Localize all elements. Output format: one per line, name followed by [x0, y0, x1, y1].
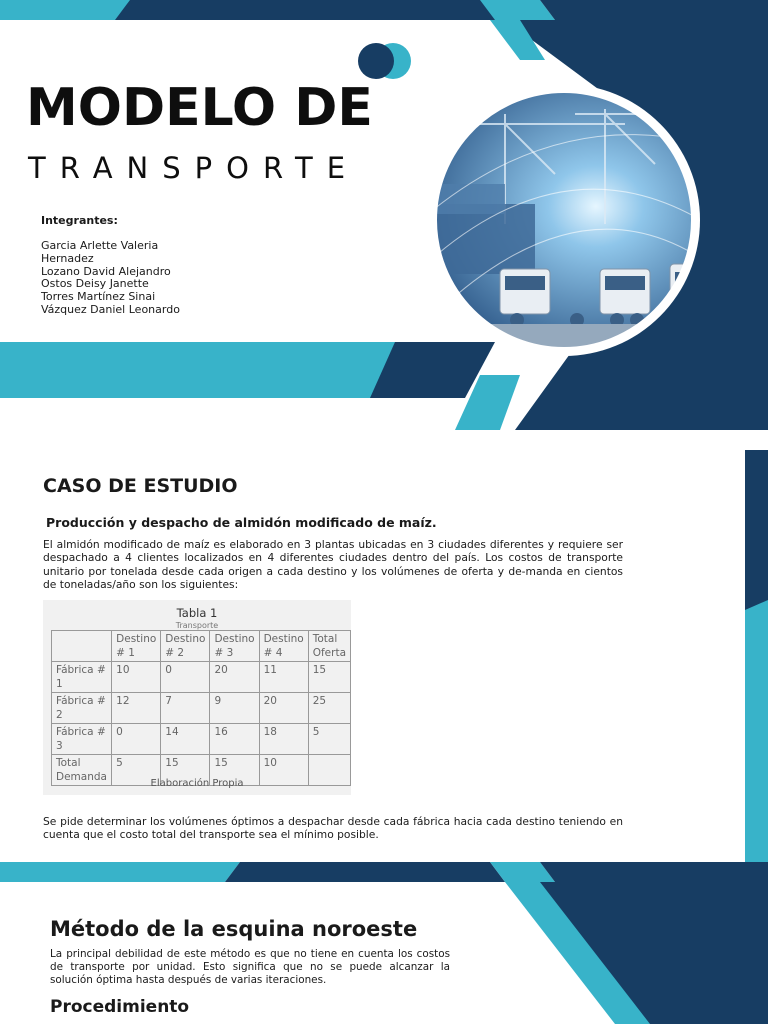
cover-subtitle: TRANSPORTE	[28, 151, 360, 185]
member-name: Torres Martínez Sinai	[41, 290, 156, 304]
table-header-cell: Destino # 4	[259, 631, 308, 662]
table-cell: 0	[112, 724, 161, 755]
method-title: Método de la esquina noroeste	[50, 917, 418, 941]
member-name: Ostos Deisy Janette	[41, 277, 149, 291]
transport-table-figure	[43, 600, 351, 795]
method-description: La principal debilidad de este método es que no tiene en cuenta los costos de transporte por unidad. Esto significa que no se puede alcanzar la solución óptima hasta después de varias iteraciones.	[50, 948, 450, 986]
table-cell: 7	[161, 693, 210, 724]
table-cell: 14	[161, 724, 210, 755]
procedure-title: Procedimiento	[50, 997, 190, 1017]
table-row	[52, 662, 351, 693]
table-cell: 18	[259, 724, 308, 755]
case-study-title: CASO DE ESTUDIO	[43, 475, 238, 497]
table-cell: 10	[259, 755, 308, 786]
transport-table	[51, 630, 351, 786]
table-cell: 20	[210, 662, 259, 693]
table-caption: Transporte	[175, 621, 219, 630]
case-study-intro: El almidón modificado de maíz es elaborado en 3 plantas ubicadas en 3 ciudades diferentes y requiere ser despachado a 4 clientes localizados en 4 diferentes ciudades dentro del país. Los costos de transporte unitario por tonelada desde cada origen a cada destino y los volúmenes de oferta y de-manda en cientos de toneladas/año son los siguientes:	[43, 538, 623, 592]
case-study-conclusion: Se pide determinar los volúmenes óptimos a despachar desde cada fábrica hacia cada destino teniendo en cuenta que el costo total del transporte sea el mínimo posible.	[43, 815, 623, 842]
member-name: Hernadez	[41, 251, 94, 265]
table-row	[52, 693, 351, 724]
table-cell: 5	[112, 755, 161, 786]
table-header-cell	[52, 631, 112, 662]
cover-title: MODELO DE	[26, 78, 373, 138]
table-cell: 0	[161, 662, 210, 693]
member-name: Lozano David Alejandro	[41, 264, 171, 278]
members-list	[41, 240, 180, 317]
table-cell: Total Demanda	[52, 755, 112, 786]
table-cell: 25	[308, 693, 350, 724]
table-cell: 15	[161, 755, 210, 786]
table-header-row	[52, 631, 351, 662]
table-cell: 12	[112, 693, 161, 724]
member-name: Vázquez Daniel Leonardo	[41, 302, 180, 316]
members-heading: Integrantes:	[41, 214, 118, 227]
table-cell: 9	[210, 693, 259, 724]
port-trucks-photo	[405, 84, 723, 356]
table-row	[52, 724, 351, 755]
table-cell: Fábrica # 2	[52, 693, 112, 724]
case-study-subtitle: Producción y despacho de almidón modificado de maíz.	[46, 515, 437, 530]
table-cell: 11	[259, 662, 308, 693]
table-cell: Fábrica # 3	[52, 724, 112, 755]
table-cell: 15	[308, 662, 350, 693]
table-header-cell: Destino # 3	[210, 631, 259, 662]
table-title: Tabla 1	[176, 606, 218, 620]
table-cell: 5	[308, 724, 350, 755]
table-header-cell: Total Oferta	[308, 631, 350, 662]
table-header-cell: Destino # 2	[161, 631, 210, 662]
table-cell: 15	[210, 755, 259, 786]
table-source: Elaboración Propia	[150, 778, 244, 789]
table-cell: 20	[259, 693, 308, 724]
member-name: Garcia Arlette Valeria	[41, 239, 159, 252]
table-cell: 16	[210, 724, 259, 755]
table-header-cell: Destino # 1	[112, 631, 161, 662]
table-cell: Fábrica # 1	[52, 662, 112, 693]
table-cell: 10	[112, 662, 161, 693]
